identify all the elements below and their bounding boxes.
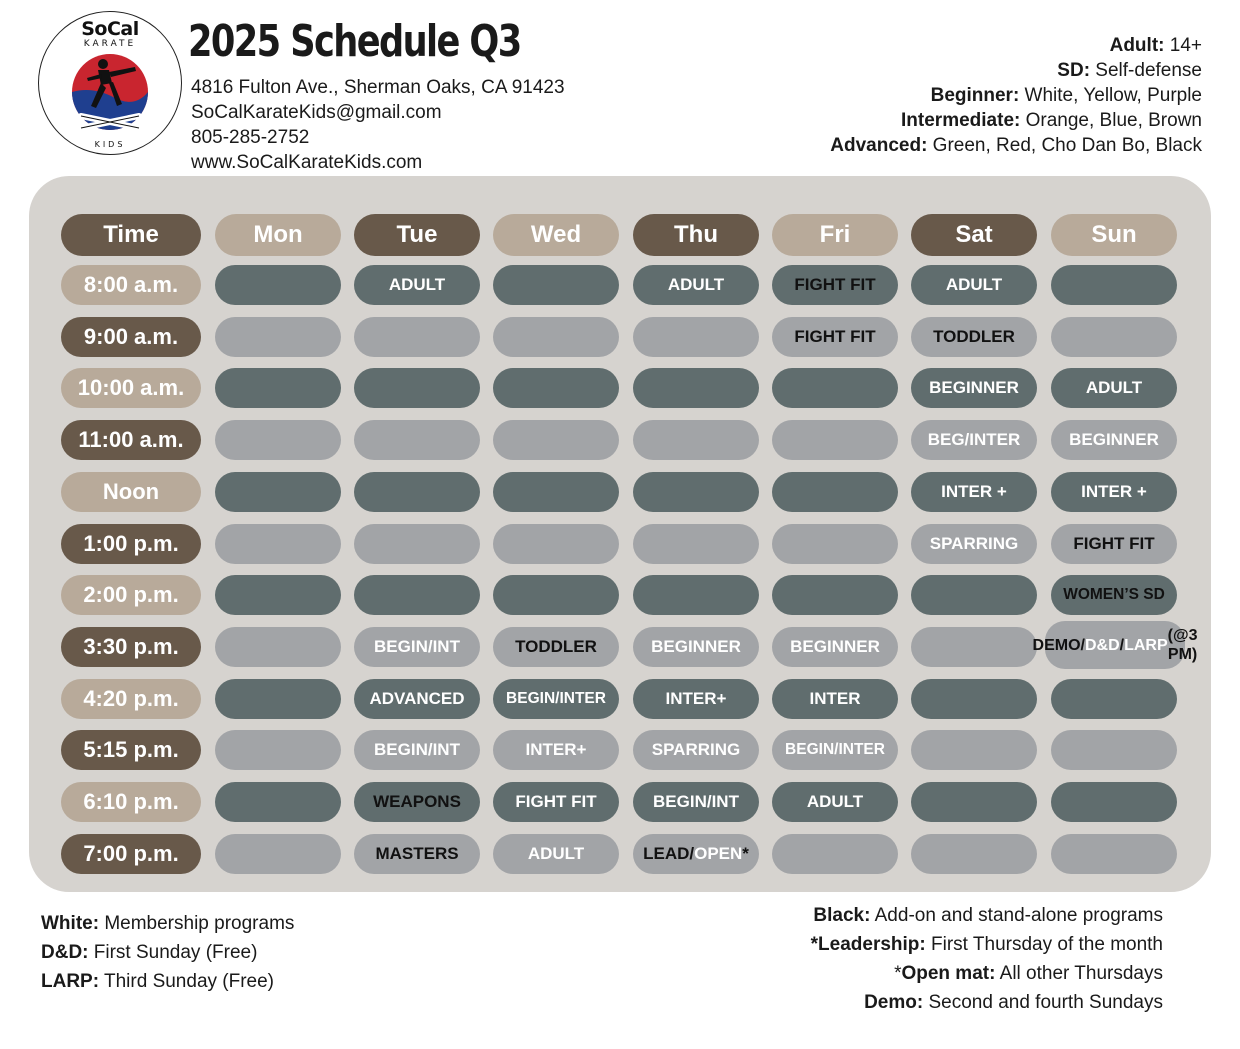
class-slot: BEGIN/INT	[354, 627, 480, 667]
logo-kids-text: KIDS	[94, 140, 126, 149]
empty-slot	[215, 524, 341, 564]
website: www.SoCalKarateKids.com	[191, 152, 423, 173]
class-slot: ADULT	[633, 265, 759, 305]
empty-slot	[911, 627, 1037, 667]
class-slot: BEGINNER	[911, 368, 1037, 408]
karate-kick-icon	[65, 50, 155, 140]
class-slot: BEGIN/INTER	[772, 730, 898, 770]
column-header-mon: Mon	[215, 214, 341, 256]
class-slot: FIGHT FIT	[772, 265, 898, 305]
class-slot: BEGIN/INT	[354, 730, 480, 770]
empty-slot	[354, 524, 480, 564]
legend-item: Black: Add-on and stand-alone programs	[813, 905, 1163, 926]
empty-slot	[215, 679, 341, 719]
empty-slot	[493, 420, 619, 460]
empty-slot	[772, 834, 898, 874]
class-slot: INTER +	[911, 472, 1037, 512]
class-slot: WOMEN’S SD	[1051, 575, 1177, 615]
logo-subtitle: KARATE	[83, 39, 137, 49]
class-slot: ADVANCED	[354, 679, 480, 719]
logo-wordmark: SoCal	[81, 18, 139, 40]
contact-info	[191, 75, 565, 175]
empty-slot	[493, 524, 619, 564]
legend-item: Beginner: White, Yellow, Purple	[930, 85, 1202, 106]
empty-slot	[1051, 730, 1177, 770]
time-slot-label: 11:00 a.m.	[61, 420, 201, 460]
empty-slot	[1051, 679, 1177, 719]
class-slot: ADULT	[911, 265, 1037, 305]
empty-slot	[772, 472, 898, 512]
class-slot: FIGHT FIT	[772, 317, 898, 357]
empty-slot	[215, 834, 341, 874]
column-header-sat: Sat	[911, 214, 1037, 256]
class-slot: BEGINNER	[633, 627, 759, 667]
legend-item: D&D: First Sunday (Free)	[41, 942, 258, 963]
empty-slot	[215, 472, 341, 512]
class-slot: DEMO/ D&D / LARP (@3 PM)	[1045, 621, 1185, 669]
empty-slot	[493, 575, 619, 615]
legend-item: Advanced: Green, Red, Cho Dan Bo, Black	[830, 135, 1202, 156]
empty-slot	[772, 368, 898, 408]
empty-slot	[633, 317, 759, 357]
class-slot: INTER+	[633, 679, 759, 719]
empty-slot	[911, 575, 1037, 615]
empty-slot	[1051, 265, 1177, 305]
class-slot: INTER+	[493, 730, 619, 770]
class-slot: TODDLER	[911, 317, 1037, 357]
time-slot-label: 3:30 p.m.	[61, 627, 201, 667]
legend-item: LARP: Third Sunday (Free)	[41, 971, 275, 992]
column-header-fri: Fri	[772, 214, 898, 256]
class-slot: BEG/INTER	[911, 420, 1037, 460]
column-header-sun: Sun	[1051, 214, 1177, 256]
class-slot: BEGIN/INTER	[493, 679, 619, 719]
level-legend	[830, 33, 1202, 158]
empty-slot	[493, 265, 619, 305]
class-slot: BEGINNER	[1051, 420, 1177, 460]
empty-slot	[1051, 782, 1177, 822]
empty-slot	[493, 368, 619, 408]
class-slot: SPARRING	[911, 524, 1037, 564]
empty-slot	[215, 730, 341, 770]
class-slot: FIGHT FIT	[1051, 524, 1177, 564]
empty-slot	[493, 317, 619, 357]
class-slot: TODDLER	[493, 627, 619, 667]
legend-item: *Leadership: First Thursday of the month	[810, 934, 1163, 955]
column-header-time: Time	[61, 214, 201, 256]
empty-slot	[215, 317, 341, 357]
column-header-tue: Tue	[354, 214, 480, 256]
class-slot: BEGIN/INT	[633, 782, 759, 822]
page-title: 2025 Schedule Q3	[188, 16, 521, 67]
email: SoCalKarateKids@gmail.com	[191, 102, 442, 123]
empty-slot	[354, 420, 480, 460]
class-slot: BEGINNER	[772, 627, 898, 667]
empty-slot	[911, 834, 1037, 874]
empty-slot	[354, 317, 480, 357]
empty-slot	[354, 575, 480, 615]
empty-slot	[772, 420, 898, 460]
legend-item: Demo: Second and fourth Sundays	[864, 992, 1163, 1013]
time-slot-label: 4:20 p.m.	[61, 679, 201, 719]
program-legend-right	[811, 901, 1163, 1017]
empty-slot	[772, 575, 898, 615]
empty-slot	[911, 679, 1037, 719]
class-slot: FIGHT FIT	[493, 782, 619, 822]
empty-slot	[215, 265, 341, 305]
empty-slot	[633, 575, 759, 615]
class-slot: INTER	[772, 679, 898, 719]
column-header-wed: Wed	[493, 214, 619, 256]
column-header-thu: Thu	[633, 214, 759, 256]
schedule-panel	[29, 176, 1211, 892]
empty-slot	[633, 524, 759, 564]
class-slot: WEAPONS	[354, 782, 480, 822]
class-slot: ADULT	[354, 265, 480, 305]
legend-item: SD: Self-defense	[1057, 60, 1202, 81]
empty-slot	[911, 782, 1037, 822]
school-logo	[38, 11, 182, 155]
time-slot-label: 1:00 p.m.	[61, 524, 201, 564]
time-slot-label: 5:15 p.m.	[61, 730, 201, 770]
time-slot-label: 9:00 a.m.	[61, 317, 201, 357]
phone: 805-285-2752	[191, 127, 310, 148]
class-slot: ADULT	[1051, 368, 1177, 408]
legend-item: *Open mat: All other Thursdays	[894, 963, 1163, 984]
class-slot: ADULT	[772, 782, 898, 822]
empty-slot	[215, 627, 341, 667]
legend-item: Intermediate: Orange, Blue, Brown	[901, 110, 1202, 131]
empty-slot	[1051, 317, 1177, 357]
empty-slot	[633, 472, 759, 512]
legend-item: White: Membership programs	[41, 913, 295, 934]
time-slot-label: Noon	[61, 472, 201, 512]
empty-slot	[493, 472, 619, 512]
empty-slot	[633, 420, 759, 460]
empty-slot	[633, 368, 759, 408]
legend-item: Adult: 14+	[1109, 35, 1202, 56]
time-slot-label: 7:00 p.m.	[61, 834, 201, 874]
empty-slot	[215, 782, 341, 822]
empty-slot	[911, 730, 1037, 770]
empty-slot	[215, 420, 341, 460]
address: 4816 Fulton Ave., Sherman Oaks, CA 91423	[191, 77, 565, 98]
class-slot: SPARRING	[633, 730, 759, 770]
time-slot-label: 10:00 a.m.	[61, 368, 201, 408]
empty-slot	[772, 524, 898, 564]
class-slot: ADULT	[493, 834, 619, 874]
empty-slot	[215, 575, 341, 615]
time-slot-label: 6:10 p.m.	[61, 782, 201, 822]
time-slot-label: 8:00 a.m.	[61, 265, 201, 305]
empty-slot	[354, 368, 480, 408]
time-slot-label: 2:00 p.m.	[61, 575, 201, 615]
empty-slot	[354, 472, 480, 512]
class-slot: MASTERS	[354, 834, 480, 874]
program-legend-left	[41, 909, 294, 996]
class-slot: LEAD/ OPEN *	[633, 834, 759, 874]
empty-slot	[215, 368, 341, 408]
class-slot: INTER +	[1051, 472, 1177, 512]
empty-slot	[1051, 834, 1177, 874]
